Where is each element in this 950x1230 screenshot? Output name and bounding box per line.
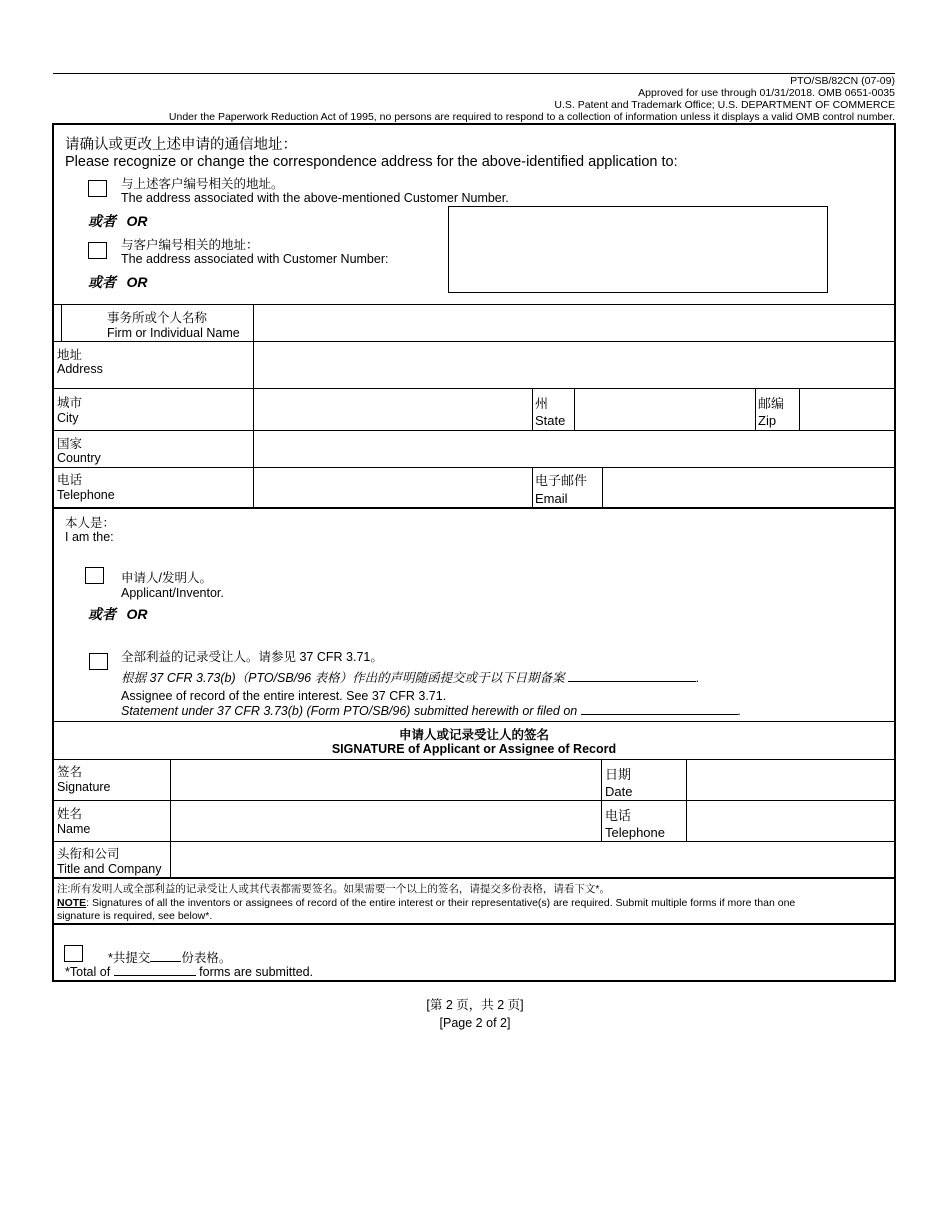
note-en-text: : Signatures of all the inventors or assignees of record of the entire interest or their representative(s) are required. Submit multiple forms if more than one xyxy=(86,897,796,909)
signature-label-cn: 签名 xyxy=(57,765,83,779)
firm-inner-rule xyxy=(61,304,62,341)
note-en-line2: signature is required, see below*. xyxy=(57,910,213,922)
or2-en: OR xyxy=(126,274,148,290)
sig-date-rule-left xyxy=(601,759,602,841)
total-cn-prefix: *共提交 xyxy=(108,951,151,965)
agency-text: U.S. Patent and Trademark Office; U.S. DEPARTMENT OF COMMERCE xyxy=(554,99,895,111)
address-title-cn: 请确认或更改上述申请的通信地址： xyxy=(65,137,297,153)
iam-title-en: I am the: xyxy=(65,530,114,544)
state-rule-left xyxy=(532,388,533,430)
statement-cn-text: 根据 37 CFR 3.73(b)（PTO/SB/96 表格）作出的声明随函提交或于以下日期备案 xyxy=(121,671,565,685)
country-label-en: Country xyxy=(57,451,101,465)
country-label-cn: 国家 xyxy=(57,437,83,451)
top-rule xyxy=(53,73,895,74)
telephone-label-en: Telephone xyxy=(57,488,115,502)
section-rule xyxy=(54,507,894,509)
statement-label-cn xyxy=(121,668,700,686)
total-forms-cn xyxy=(108,948,231,966)
name-input[interactable] xyxy=(171,801,601,841)
assignee-checkbox[interactable] xyxy=(89,653,108,670)
total-forms-en xyxy=(65,965,313,979)
or3-en: OR xyxy=(126,606,148,622)
total-cn-suffix: 份表格。 xyxy=(181,951,232,965)
title-company-label-en: Title and Company xyxy=(57,862,162,876)
option1-label-en: The address associated with the above-mentioned Customer Number. xyxy=(121,191,509,205)
signature-input[interactable] xyxy=(171,760,601,800)
applicant-checkbox[interactable] xyxy=(85,567,104,584)
country-input[interactable] xyxy=(254,431,894,467)
address-label-cn: 地址 xyxy=(57,348,83,362)
sig-telephone-input[interactable] xyxy=(687,801,894,841)
or3-cn: 或者 xyxy=(88,606,116,622)
total-forms-checkbox[interactable] xyxy=(64,945,83,962)
email-rule-right xyxy=(602,467,603,507)
applicant-label-cn: 申请人/发明人。 xyxy=(121,571,212,585)
section-rule xyxy=(54,877,894,879)
page-number-en: [Page 2 of 2] xyxy=(439,1016,511,1030)
city-label-cn: 城市 xyxy=(57,396,83,410)
sig-date-rule-right xyxy=(686,759,687,841)
telephone-label-cn: 电话 xyxy=(57,473,83,487)
firm-name-input[interactable] xyxy=(254,305,894,341)
email-label-en: Email xyxy=(535,491,568,506)
option1-label-cn: 与上述客户编号相关的地址。 xyxy=(121,177,284,191)
approval-text: Approved for use through 01/31/2018. OMB 0651-0035 xyxy=(638,87,895,99)
option2-checkbox[interactable] xyxy=(88,242,107,259)
address-input[interactable] xyxy=(254,342,894,388)
zip-input[interactable] xyxy=(800,389,894,430)
or1-cn: 或者 xyxy=(88,213,116,229)
statement-en-period: . xyxy=(737,704,742,718)
date-label-en: Date xyxy=(605,784,633,799)
name-label-en: Name xyxy=(57,822,91,836)
zip-label-cn: 邮编 xyxy=(758,396,785,411)
zip-label-en: Zip xyxy=(758,413,777,428)
sig-telephone-label-cn: 电话 xyxy=(605,808,632,823)
option2-label-cn: 与客户编号相关的地址： xyxy=(121,238,259,252)
note-label: NOTE xyxy=(57,897,87,909)
sig-label-rule xyxy=(170,759,171,877)
form-number: PTO/SB/82CN (07-09) xyxy=(790,75,895,87)
total-forms-cn-blank[interactable] xyxy=(150,961,181,962)
note-cn: 注:所有发明人或全部利益的记录受让人或其代表都需要签名。如果需要一个以上的签名，请提交多份表格，请看下文*。 xyxy=(57,883,611,895)
email-label-cn: 电子邮件 xyxy=(535,473,588,488)
filed-date-cn-blank[interactable] xyxy=(568,681,696,682)
signature-title-en: SIGNATURE of Applicant or Assignee of Record xyxy=(331,742,617,756)
city-label-en: City xyxy=(57,411,79,425)
email-rule-left xyxy=(532,467,533,507)
customer-number-input[interactable] xyxy=(448,206,828,293)
title-company-label-cn: 头衔和公司 xyxy=(57,847,120,861)
option2-label-en: The address associated with Customer Number: xyxy=(121,252,389,266)
iam-title-cn: 本人是： xyxy=(65,516,116,530)
state-label-en: State xyxy=(535,413,566,428)
telephone-input[interactable] xyxy=(254,468,532,507)
assignee-label-en: Assignee of record of the entire interest. See 37 CFR 3.71. xyxy=(121,689,447,703)
email-input[interactable] xyxy=(603,468,894,507)
or2-cn: 或者 xyxy=(88,274,116,290)
address-label-en: Address xyxy=(57,362,103,376)
firm-label-cn: 事务所或个人名称 xyxy=(107,311,208,325)
filed-date-blank[interactable] xyxy=(581,714,738,715)
label-column-rule xyxy=(253,304,254,507)
statement-cn-period: . xyxy=(696,671,700,685)
total-en-prefix: *Total of xyxy=(65,965,111,979)
or-separator-2 xyxy=(88,272,147,292)
rule xyxy=(54,721,894,722)
sig-telephone-label-en: Telephone xyxy=(605,825,665,840)
name-label-cn: 姓名 xyxy=(57,807,83,821)
state-label-cn: 州 xyxy=(535,396,549,411)
form-frame xyxy=(52,123,896,982)
total-en-suffix: forms are submitted. xyxy=(199,965,314,979)
title-company-input[interactable] xyxy=(171,842,894,877)
page-number-cn: [第 2 页，共 2 页] xyxy=(426,998,524,1012)
paperwork-notice: Under the Paperwork Reduction Act of 1995, no persons are required to respond to a collection of information unless it displays a valid OMB control number. xyxy=(168,111,895,123)
date-input[interactable] xyxy=(687,760,894,800)
date-label-cn: 日期 xyxy=(605,767,632,782)
or-separator-1 xyxy=(88,211,147,231)
firm-label-en: Firm or Individual Name xyxy=(107,326,240,340)
city-input[interactable] xyxy=(254,389,532,430)
assignee-label-cn: 全部利益的记录受让人。请参见 37 CFR 3.71。 xyxy=(121,650,383,664)
signature-title-cn: 申请人或记录受让人的签名 xyxy=(398,728,549,742)
zip-rule-right xyxy=(799,388,800,430)
total-forms-count-blank[interactable] xyxy=(114,975,196,976)
zip-rule-left xyxy=(755,388,756,430)
note-en-line1 xyxy=(57,897,795,909)
applicant-label-en: Applicant/Inventor. xyxy=(121,586,224,600)
or1-en: OR xyxy=(126,213,148,229)
signature-label-en: Signature xyxy=(57,780,111,794)
state-rule-right xyxy=(574,388,575,430)
statement-label-en xyxy=(121,704,741,718)
state-input[interactable] xyxy=(575,389,755,430)
section-rule xyxy=(54,923,894,925)
address-title-en: Please recognize or change the correspondence address for the above-identified application to: xyxy=(65,154,678,170)
option1-checkbox[interactable] xyxy=(88,180,107,197)
statement-en-text: Statement under 37 CFR 3.73(b) (Form PTO/SB/96) submitted herewith or filed on xyxy=(121,704,578,718)
or-separator-3 xyxy=(88,604,147,624)
